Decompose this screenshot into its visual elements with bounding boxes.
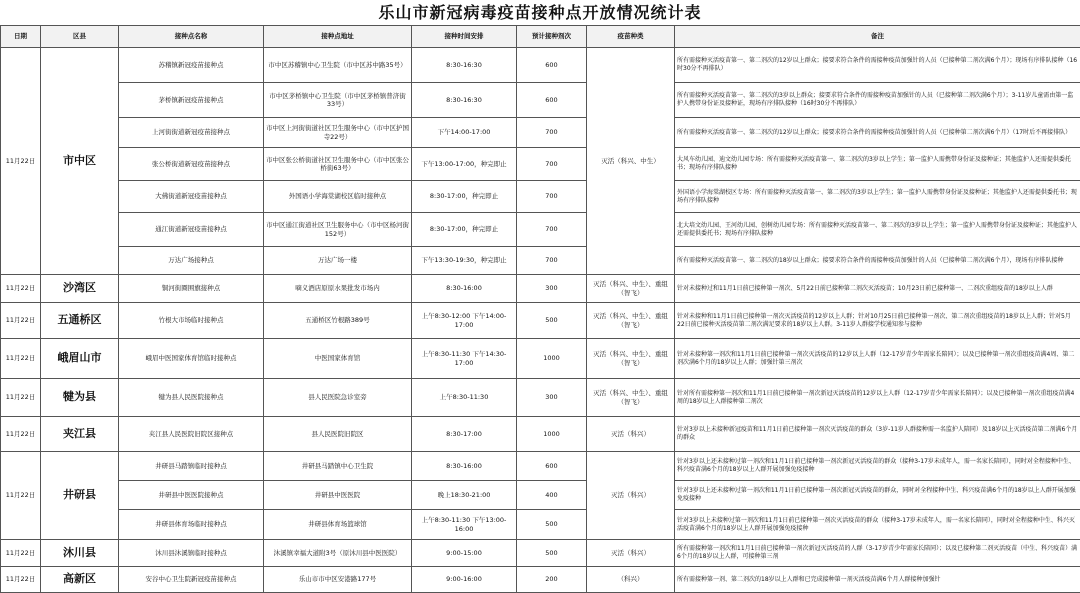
district-cell: 犍为县 xyxy=(41,379,119,417)
table-row xyxy=(1,567,1080,593)
remarks-cell: 针对3岁以上未接种过第一剂次和11月1日前已接种第一剂次灭活疫苗的群众（接种3-17岁未成年人，需一名家长陪同），同时对全程接种中生、科兴灭活疫苗满6个月的18岁以上人群开展加强免疫接种 xyxy=(675,510,1080,540)
site-address-cell: 井研县中医医院 xyxy=(264,481,412,510)
district-cell: 夹江县 xyxy=(41,417,119,452)
vaccination-sites-table xyxy=(0,25,1080,593)
header-doses: 预计接种剂次 xyxy=(517,26,587,48)
schedule-cell: 上午8:30-11:30 xyxy=(412,379,517,417)
remarks-cell: 所有需接种灭活疫苗第一、第二剂次的12岁以上群众；接要求符合条件的需接种疫苗加强针的人员（已接种第二剂次满6个月）（17时后不再接排队） xyxy=(675,118,1080,148)
remarks-cell: 针对未接种和11月1日前已接种第一剂次灭活疫苗的12岁以上人群；针对10月25日前已接种第一剂次、第二剂次重组疫苗的18岁以上人群；针对5月22日前已接种灭活疫苗第二剂次满足要求的18岁以上人群。3-11岁人群接学校通知参与接种 xyxy=(675,303,1080,339)
doses-cell: 700 xyxy=(517,181,587,213)
schedule-cell: 8:30-16:00 xyxy=(412,275,517,303)
table-row xyxy=(1,181,1080,213)
date-cell: 11月22日 xyxy=(1,339,41,379)
doses-cell: 500 xyxy=(517,510,587,540)
schedule-cell: 8:30-16:00 xyxy=(412,452,517,481)
site-name-cell: 万达广场接种点 xyxy=(119,247,264,275)
schedule-cell: 9:00-16:00 xyxy=(412,567,517,593)
vaccine-type-cell: 灭活（科兴、中生）、重组（智飞） xyxy=(587,303,675,339)
district-cell: 峨眉山市 xyxy=(41,339,119,379)
site-address-cell: 市中区张公桥街道社区卫生服务中心（市中区张公桥街63号） xyxy=(264,148,412,181)
date-cell: 11月22日 xyxy=(1,567,41,593)
district-cell: 沙湾区 xyxy=(41,275,119,303)
doses-cell: 200 xyxy=(517,567,587,593)
header-site-name: 接种点名称 xyxy=(119,26,264,48)
district-cell: 市中区 xyxy=(41,48,119,275)
table-row xyxy=(1,303,1080,339)
schedule-cell: 下午13:00-17:00，种完即止 xyxy=(412,148,517,181)
remarks-cell: 针对3岁以上还未接种过第一剂次和11月1日前已接种第一剂次新冠灭活疫苗的群众（接种3-17岁未成年人，需一名家长陪同），同时对全程接种中生、科兴疫苗满6个月的18岁以上人群开展加强免疫接种 xyxy=(675,452,1080,481)
schedule-cell: 上午8:30-12:00 下午14:00-17:00 xyxy=(412,303,517,339)
doses-cell: 1000 xyxy=(517,417,587,452)
header-remarks: 备注 xyxy=(675,26,1080,48)
table-row xyxy=(1,452,1080,481)
remarks-cell: 针对未接种第一剂次和11月1日前已接种第一剂次灭活疫苗的12岁以上人群（12-17岁青少年需家长陪同）；以及已接种第一剂次重组疫苗满4周、第二剂次满6个月的18岁以上人群；加强针第三剂次 xyxy=(675,339,1080,379)
site-name-cell: 苏稽镇新冠疫苗接种点 xyxy=(119,48,264,83)
district-cell: 五通桥区 xyxy=(41,303,119,339)
remarks-cell: 针对3岁以上未接种新冠疫苗和11月1日前已接种第一剂次灭活疫苗的群众（3岁-11岁人群接种需一名监护人陪同）及18岁以上灭活疫苗第二剂满6个月的群众 xyxy=(675,417,1080,452)
site-name-cell: 通江街道新冠疫苗接种点 xyxy=(119,213,264,247)
doses-cell: 400 xyxy=(517,481,587,510)
remarks-cell: 外国语小学海棠湖校区专场：所有需接种灭活疫苗第一、第二剂次的3岁以上学生；第一监护人需携带身份证及接种证；其他监护人还需提供委托书；现场有序排队接种 xyxy=(675,181,1080,213)
site-address-cell: 五通桥区竹根路389号 xyxy=(264,303,412,339)
schedule-cell: 下午14:00-17:00 xyxy=(412,118,517,148)
doses-cell: 600 xyxy=(517,48,587,83)
site-name-cell: 井研县中医医院接种点 xyxy=(119,481,264,510)
doses-cell: 300 xyxy=(517,275,587,303)
site-name-cell: 上河街街道新冠疫苗接种点 xyxy=(119,118,264,148)
table-row xyxy=(1,148,1080,181)
table-row xyxy=(1,247,1080,275)
doses-cell: 600 xyxy=(517,452,587,481)
date-cell: 11月22日 xyxy=(1,275,41,303)
date-cell: 11月22日 xyxy=(1,379,41,417)
site-address-cell: 沐溪镇幸福大道附3号（原沐川县中医医院） xyxy=(264,540,412,567)
remarks-cell: 针对未接种过和11月1日前已接种第一剂次、5月22日前已接种第二剂次灭活疫苗；10月23日前已接种第一、二剂次重组疫苗的18岁以上人群 xyxy=(675,275,1080,303)
vaccine-type-cell: 灭活（科兴、中生）、重组（智飞） xyxy=(587,339,675,379)
table-row xyxy=(1,339,1080,379)
remarks-cell: 北大培文幼儿园、王河幼儿园、创树幼儿园专场：所有需接种灭活疫苗第一、第二剂次的3岁以上学生；第一监护人需携带身份证及接种证；其他监护人还需提供委托书；现场有序排队接种 xyxy=(675,213,1080,247)
date-cell: 11月22日 xyxy=(1,303,41,339)
date-cell: 11月22日 xyxy=(1,417,41,452)
header-schedule: 接种时间安排 xyxy=(412,26,517,48)
header-vaccine-type: 疫苗种类 xyxy=(587,26,675,48)
doses-cell: 1000 xyxy=(517,339,587,379)
site-name-cell: 夹江县人民医院旧院区接种点 xyxy=(119,417,264,452)
header-row xyxy=(1,26,1080,48)
header-site-address: 接种点地址 xyxy=(264,26,412,48)
vaccine-type-cell: 灭活（科兴） xyxy=(587,540,675,567)
remarks-cell: 针对所有需接种第一剂次和11月1日前已接种第一剂次新冠灭活疫苗的12岁以上人群（12-17岁青少年需家长陪同）；以及已接种第一剂次重组疫苗满4周的18岁以上人群接种第二剂次 xyxy=(675,379,1080,417)
vaccine-type-cell: 灭活（科兴） xyxy=(587,452,675,540)
schedule-cell: 8:30-16:30 xyxy=(412,48,517,83)
table-row xyxy=(1,275,1080,303)
date-cell: 11月22日 xyxy=(1,48,41,275)
table-row xyxy=(1,48,1080,83)
site-name-cell: 沐川县沐溪镇临时接种点 xyxy=(119,540,264,567)
remarks-cell: 所有需接种灭活疫苗第一、第二剂次的18岁以上群众；接要求符合条件的需接种疫苗加强针的人员（已接种第二剂次满6个月），现场有序排队接种 xyxy=(675,247,1080,275)
site-address-cell: 市中区通江街道社区卫生服务中心（市中区杨河街152号） xyxy=(264,213,412,247)
remarks-cell: 所有需接种灭活疫苗第一、第二剂次的12岁以上群众；接要求符合条件的需接种疫苗加强针的人员（已接种第二剂次满6个月）；现场有序排队接种（16时30分不再排队） xyxy=(675,48,1080,83)
vaccine-type-cell: （科兴） xyxy=(587,567,675,593)
site-address-cell: 万达广场一楼 xyxy=(264,247,412,275)
site-address-cell: 市中区苏稽镇中心卫生院（市中区苏中路35号） xyxy=(264,48,412,83)
vaccine-type-cell: 灭活（科兴） xyxy=(587,417,675,452)
site-name-cell: 犍为县人民医院接种点 xyxy=(119,379,264,417)
remarks-cell: 针对3岁以上还未接种过第一剂次和11月1日前已接种第一剂次新冠灭活疫苗的群众，同时对全程接种中生、科兴疫苗满6个月的18岁以上人群开展加强免疫接种 xyxy=(675,481,1080,510)
remarks-cell: 大风车幼儿园、迪文幼儿园专场：所有需接种灭活疫苗第一、第二剂次的3岁以上学生；第一监护人需携带身份证及接种证；其他监护人还需提供委托书；现场有序排队接种 xyxy=(675,148,1080,181)
site-name-cell: 竹根大市场临时接种点 xyxy=(119,303,264,339)
date-cell: 11月22日 xyxy=(1,452,41,540)
site-name-cell: 茅桥镇新冠疫苗接种点 xyxy=(119,83,264,118)
schedule-cell: 上午8:30-11:30 下午13:00-16:00 xyxy=(412,510,517,540)
site-name-cell: 张公桥街道新冠疫苗接种点 xyxy=(119,148,264,181)
site-address-cell: 县人民医院旧院区 xyxy=(264,417,412,452)
site-address-cell: 井研县体育场篮球馆 xyxy=(264,510,412,540)
vaccine-type-cell: 灭活（科兴、中生） xyxy=(587,48,675,275)
site-address-cell: 县人民医院急诊室旁 xyxy=(264,379,412,417)
table-row xyxy=(1,481,1080,510)
doses-cell: 300 xyxy=(517,379,587,417)
doses-cell: 700 xyxy=(517,148,587,181)
site-name-cell: 铜河街圈围旗接种点 xyxy=(119,275,264,303)
site-name-cell: 大佛街道新冠疫苗接种点 xyxy=(119,181,264,213)
vaccine-type-cell: 灭活（科兴、中生）、重组（智飞） xyxy=(587,379,675,417)
doses-cell: 500 xyxy=(517,540,587,567)
table-row xyxy=(1,540,1080,567)
schedule-cell: 8:30-16:30 xyxy=(412,83,517,118)
table-row xyxy=(1,379,1080,417)
table-row xyxy=(1,83,1080,118)
date-cell: 11月22日 xyxy=(1,540,41,567)
schedule-cell: 晚上18:30-21:00 xyxy=(412,481,517,510)
site-address-cell: 市中区上河街街道社区卫生服务中心（市中区护国寺22号） xyxy=(264,118,412,148)
remarks-cell: 所有需接种第一剂、第二剂次的18岁以上人群和已完成接种第一剂灭活疫苗满6个月人群接种加强针 xyxy=(675,567,1080,593)
site-address-cell: 嘀义酒店原原水果批发市场内 xyxy=(264,275,412,303)
site-address-cell: 乐山市市中区安港路177号 xyxy=(264,567,412,593)
site-address-cell: 中医国家体育馆 xyxy=(264,339,412,379)
doses-cell: 700 xyxy=(517,213,587,247)
site-name-cell: 井研县体育场临时接种点 xyxy=(119,510,264,540)
header-district: 区县 xyxy=(41,26,119,48)
doses-cell: 500 xyxy=(517,303,587,339)
site-address-cell: 外国语小学海棠湖校区临时接种点 xyxy=(264,181,412,213)
remarks-cell: 所有需接种第一剂次和11月1日前已接种第一剂次新冠灭活疫苗的人群（3-17岁青少年需家长陪同）；以及已接种第二剂灭活疫苗（中生、科兴疫苗）满6个月的18岁以上人群，可接种第三剂 xyxy=(675,540,1080,567)
site-name-cell: 峨眉中医国家体育馆临时接种点 xyxy=(119,339,264,379)
page-title: 乐山市新冠病毒疫苗接种点开放情况统计表 xyxy=(0,0,1080,25)
schedule-cell: 8:30-17:00，种完即止 xyxy=(412,213,517,247)
header-date: 日期 xyxy=(1,26,41,48)
district-cell: 高新区 xyxy=(41,567,119,593)
district-cell: 沐川县 xyxy=(41,540,119,567)
vaccine-type-cell: 灭活（科兴、中生）、重组（智飞） xyxy=(587,275,675,303)
schedule-cell: 9:00-15:00 xyxy=(412,540,517,567)
schedule-cell: 下午13:30-19:30，种完即止 xyxy=(412,247,517,275)
doses-cell: 700 xyxy=(517,118,587,148)
schedule-cell: 8:30-17:00 xyxy=(412,417,517,452)
table-row xyxy=(1,213,1080,247)
remarks-cell: 所有需接种灭活疫苗第一、第二剂次的3岁以上群众；接要求符合条件的需接种疫苗加强针的人员（已接种第二剂次满6个月）；3-11岁儿童需由第一监护人携带身份证及接种证，现场有序排队接种（16时30分不再排队） xyxy=(675,83,1080,118)
schedule-cell: 8:30-17:00，种完即止 xyxy=(412,181,517,213)
site-address-cell: 井研县马踏镇中心卫生院 xyxy=(264,452,412,481)
district-cell: 井研县 xyxy=(41,452,119,540)
doses-cell: 600 xyxy=(517,83,587,118)
table-row xyxy=(1,118,1080,148)
schedule-cell: 上午8:30-11:30 下午14:30-17:00 xyxy=(412,339,517,379)
site-name-cell: 安谷中心卫生院新冠疫苗接种点 xyxy=(119,567,264,593)
table-row xyxy=(1,417,1080,452)
site-address-cell: 市中区茅桥镇中心卫生院（市中区茅桥镇普济街33号） xyxy=(264,83,412,118)
doses-cell: 700 xyxy=(517,247,587,275)
site-name-cell: 井研县马踏镇临时接种点 xyxy=(119,452,264,481)
table-row xyxy=(1,510,1080,540)
